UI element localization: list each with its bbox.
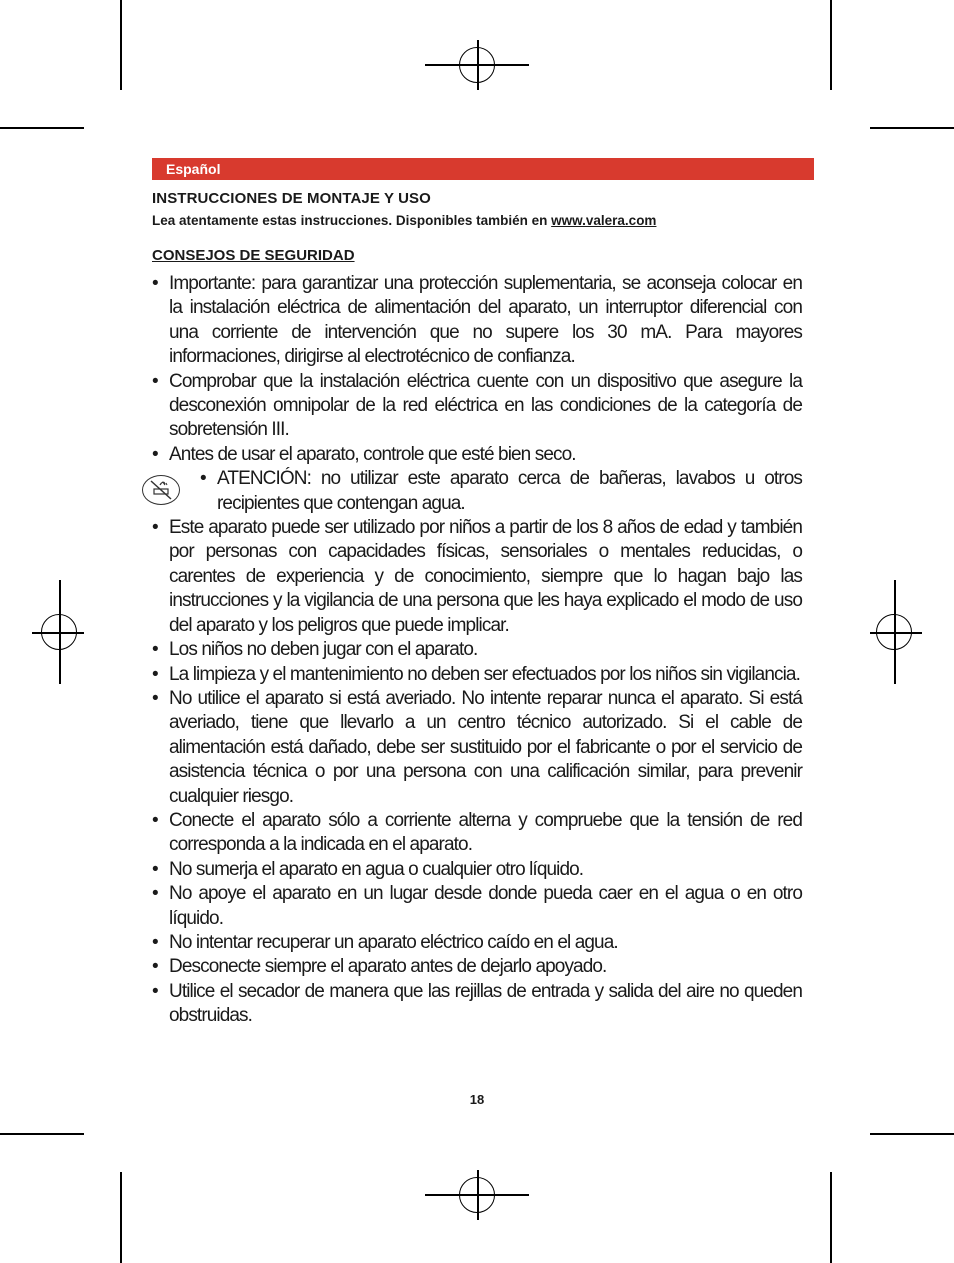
bullet: •	[152, 273, 158, 294]
safety-list	[152, 272, 802, 1029]
crop-mark	[0, 1133, 84, 1135]
list-item	[152, 955, 802, 979]
bullet: •	[152, 956, 158, 978]
list-item	[152, 687, 802, 809]
list-item-text: Antes de usar el aparato, controle que esté bien seco.	[169, 443, 576, 465]
list-item	[152, 931, 802, 955]
crop-mark	[830, 1172, 832, 1263]
list-item-text: La limpieza y el mantenimiento no deben ser efectuados por los niños sin vigilancia.	[169, 663, 800, 685]
list-item-text: Utilice el secador de manera que las rejillas de entrada y salida del aire no queden obstruidas.	[169, 980, 802, 1027]
list-item-text: No utilice el aparato si está averiado. No intente reparar nunca el aparato. Si está averiado, tiene que llevarlo a un centro técnico autorizado. Si el cable de alimentación está dañado, debe ser sustituido por el fabricante o por el servicio de asistencia técnica o por una persona con una calificación similar, para prevenir cualquier riesgo.	[169, 687, 802, 807]
instructions-note	[152, 213, 656, 228]
no-water-bath-icon	[142, 475, 180, 505]
list-item-text: No intentar recuperar un aparato eléctrico caído en el agua.	[169, 931, 618, 953]
crop-mark	[870, 127, 954, 129]
page-number: 18	[469, 1092, 485, 1107]
crop-mark	[120, 0, 122, 90]
bullet: •	[200, 468, 206, 490]
language-bar	[152, 158, 814, 180]
list-item-text: Desconecte siempre el aparato antes de dejarlo apoyado.	[169, 956, 607, 978]
list-item-text: Importante: para garantizar una protección suplementaria, se aconseja colocar en la instalación eléctrica de alimentación del aparato, un interruptor diferencial con una corriente de intervención que no supere los 30 mA. Para mayores informaciones, dirigirse al electrotécnico de confianza.	[169, 273, 802, 368]
list-item	[152, 858, 802, 882]
bullet: •	[152, 687, 158, 709]
list-item	[152, 272, 802, 370]
list-item-text: Conecte el aparato sólo a corriente alterna y compruebe que la tensión de red corresponda a la indicada en el aparato.	[169, 809, 802, 856]
bullet: •	[152, 931, 158, 953]
list-item	[152, 980, 802, 1029]
bullet: •	[152, 663, 158, 685]
bullet: •	[152, 858, 158, 880]
instructions-note-text: Lea atentamente estas instrucciones. Disponibles también en	[152, 213, 548, 228]
section-title: CONSEJOS DE SEGURIDAD	[152, 247, 355, 264]
bullet: •	[152, 517, 158, 539]
bullet: •	[152, 639, 158, 661]
list-item-warning	[152, 467, 802, 516]
list-item	[152, 443, 802, 467]
document-title: INSTRUCCIONES DE MONTAJE Y USO	[152, 190, 431, 207]
crop-mark	[120, 1172, 122, 1263]
bullet: •	[152, 370, 158, 392]
list-item	[152, 809, 802, 858]
list-item	[152, 663, 802, 687]
bullet: •	[152, 443, 158, 465]
crop-mark	[870, 1133, 954, 1135]
list-item-text: Comprobar que la instalación eléctrica cuente con un dispositivo que asegure la desconexión omnipolar de la red eléctrica en las condiciones de la categoría de sobretensión III.	[169, 370, 802, 441]
crop-mark	[0, 127, 84, 129]
bullet: •	[152, 809, 158, 831]
crop-mark	[830, 0, 832, 90]
list-item-text: Este aparato puede ser utilizado por niños a partir de los 8 años de edad y también por personas con capacidades físicas, sensoriales o mentales reducidas, o carentes de experiencia y de conocimiento, siempre que lo hagan bajo las instrucciones y la vigilancia de una persona que les haya explicado el modo de uso del aparato y los peligros que puede implicar.	[169, 517, 802, 636]
list-item-text: No apoye el aparato en un lugar desde donde pueda caer en el agua o en otro líquido.	[169, 883, 802, 929]
list-item	[152, 370, 802, 443]
list-item-text: ATENCIÓN: no utilizar este aparato cerca de bañeras, lavabos u otros recipientes que contengan agua.	[217, 468, 802, 514]
website-link[interactable]: www.valera.com	[551, 213, 657, 228]
list-item	[152, 638, 802, 662]
list-item-text: No sumerja el aparato en agua o cualquier otro líquido.	[169, 858, 584, 880]
list-item	[152, 516, 802, 638]
bullet: •	[152, 980, 158, 1002]
bullet: •	[152, 883, 158, 905]
list-item-text: Los niños no deben jugar con el aparato.	[169, 639, 478, 661]
language-label: Español	[166, 161, 221, 177]
list-item	[152, 882, 802, 931]
